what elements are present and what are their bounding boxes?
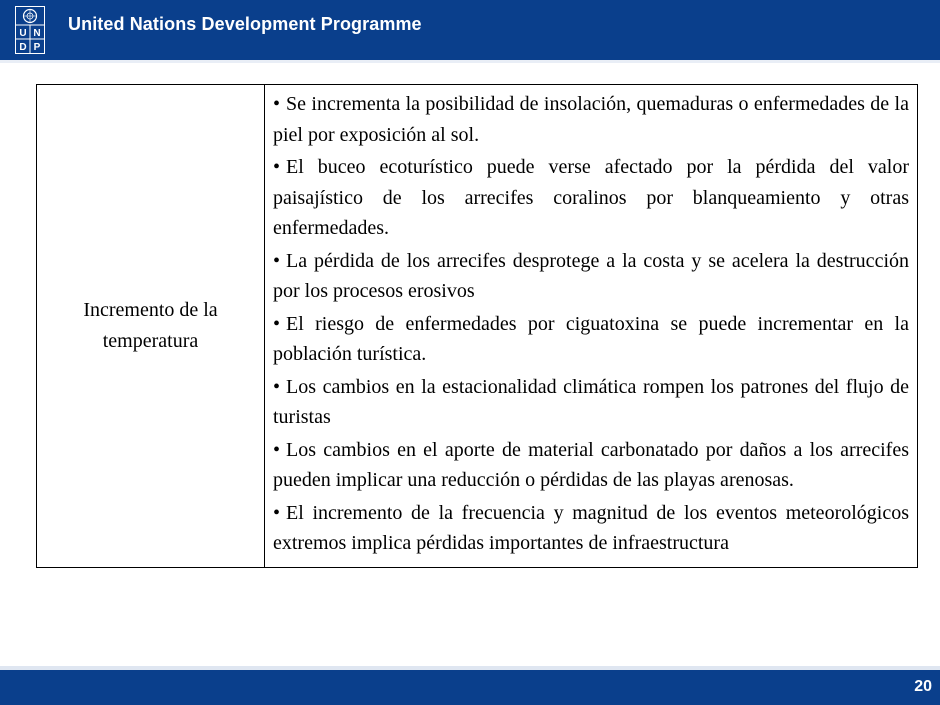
bullet-text: El riesgo de enfermedades por ciguatoxina se puede incrementar en la población turística. bbox=[273, 312, 909, 365]
footer-bar bbox=[0, 670, 940, 705]
logo-letter-p: P bbox=[33, 42, 41, 53]
bullet-item bbox=[273, 89, 909, 150]
impact-label-cell: Incremento de la temperatura bbox=[37, 85, 265, 568]
bullet-item bbox=[273, 435, 909, 496]
bullet-text: El buceo ecoturístico puede verse afectado por la pérdida del valor paisajístico de los arrecifes coralinos por blanqueamiento y otras enfermedades. bbox=[273, 156, 909, 239]
bullet-text: Los cambios en la estacionalidad climática rompen los patrones del flujo de turistas bbox=[273, 375, 909, 428]
bullet-text: La pérdida de los arrecifes desprotege a la costa y se acelera la destrucción por los procesos erosivos bbox=[273, 249, 909, 302]
bullet-icon: • bbox=[273, 375, 281, 398]
table-row bbox=[37, 85, 918, 568]
bullet-icon: • bbox=[273, 249, 281, 272]
organization-title: United Nations Development Programme bbox=[68, 14, 422, 34]
bullet-item bbox=[273, 152, 909, 244]
bullet-text: El incremento de la frecuencia y magnitud de los eventos meteorológicos extremos implica pérdidas importantes de infraestructura bbox=[273, 501, 909, 554]
bullet-item bbox=[273, 498, 909, 559]
bullet-icon: • bbox=[273, 312, 281, 335]
impact-description-cell bbox=[265, 85, 918, 568]
bullet-item bbox=[273, 372, 909, 433]
un-emblem-icon bbox=[16, 7, 44, 53]
logo-letter-d: D bbox=[19, 42, 27, 53]
bullet-item bbox=[273, 309, 909, 370]
header-divider bbox=[0, 60, 940, 63]
bullet-text: Se incrementa la posibilidad de insolación, quemaduras o enfermedades de la piel por exposición al sol. bbox=[273, 93, 909, 146]
bullet-icon: • bbox=[273, 501, 281, 524]
bullet-icon: • bbox=[273, 93, 281, 115]
undp-logo bbox=[15, 6, 45, 54]
bullet-icon: • bbox=[273, 438, 281, 461]
bullet-icon: • bbox=[273, 156, 281, 178]
header-bar bbox=[0, 0, 940, 60]
impact-table bbox=[36, 84, 918, 568]
logo-letter-u: U bbox=[19, 28, 27, 39]
bullet-text: Los cambios en el aporte de material carbonatado por daños a los arrecifes pueden implicar una reducción o pérdidas de las playas arenosas. bbox=[273, 438, 909, 491]
logo-letter-n: N bbox=[33, 28, 41, 39]
page-number: 20 bbox=[914, 678, 932, 695]
bullet-item bbox=[273, 246, 909, 307]
